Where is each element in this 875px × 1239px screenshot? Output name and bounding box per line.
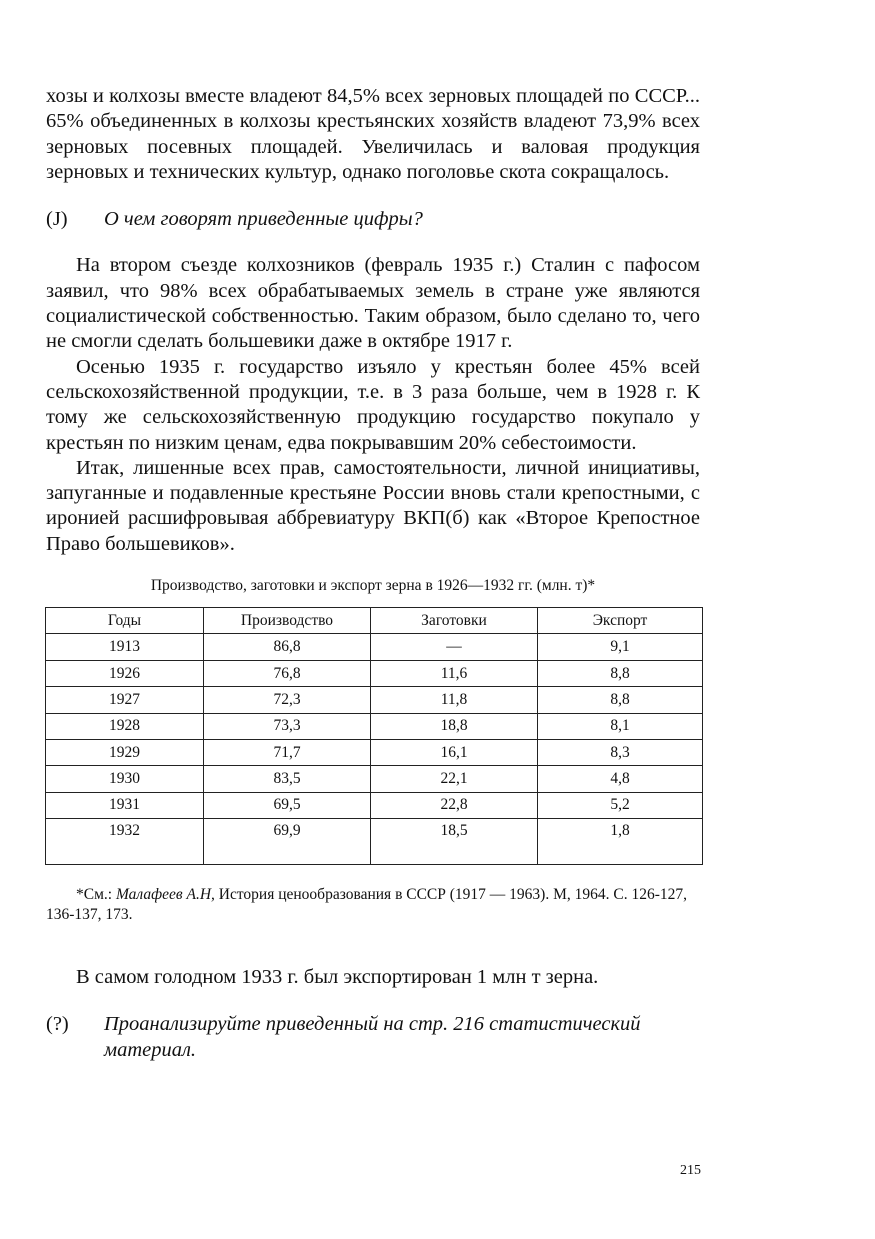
paragraph-2: На втором съезде колхозников (февраль 1935 г.) Сталин с пафосом заявил, что 98% всех обрабатываемых земель в стране уже являются социалистической собственностью. Таким образом, было сделано то, чего не смогли сделать большевики даже в октябре 1917 г. [46,254,700,353]
table-row [46,634,703,660]
table-row [46,766,703,792]
grain-table [45,607,703,865]
cell-year: 1932 [46,819,204,865]
paragraph-4: Итак, лишенные всех прав, самостоятельности, личной инициативы, запуганные и подавленные крестьяне России вновь стали крепостными, с иронией расшифровывая аббревиатуру ВКП(б) как «Второе Крепостное Право большевиков». [46,456,700,555]
footnote [46,885,700,925]
cell-year: 1926 [46,660,204,686]
header-years: Годы [46,608,204,634]
cell-year: 1931 [46,792,204,818]
page-content [46,84,700,1063]
cell-year: 1927 [46,687,204,713]
cell-procurement: 22,8 [371,792,538,818]
cell-production: 73,3 [204,713,371,739]
cell-production: 83,5 [204,766,371,792]
cell-export: 5,2 [538,792,703,818]
question-2 [46,1012,700,1063]
cell-production: 69,5 [204,792,371,818]
page-number: 215 [680,1163,701,1178]
header-export: Экспорт [538,608,703,634]
table-caption: Производство, заготовки и экспорт зерна в 1926—1932 гг. (млн. т)* [150,577,596,595]
cell-procurement: 16,1 [371,740,538,766]
cell-production: 69,9 [204,819,371,865]
paragraph-3: Осенью 1935 г. государство изъяло у крестьян более 45% всей сельскохозяйственной продукции, т.е. в 3 раза больше, чем в 1928 г. К тому же сельскохозяйственную продукцию государство покупало у крестьян по низким ценам, едва покрывавшим 20% себестоимости. [46,355,700,454]
table-row [46,687,703,713]
cell-year: 1929 [46,740,204,766]
cell-export: 8,3 [538,740,703,766]
question-1-text: О чем говорят приведенные цифры? [104,208,423,231]
cell-export: 8,8 [538,687,703,713]
table-row [46,660,703,686]
table-row [46,819,703,865]
cell-procurement: 11,6 [371,660,538,686]
table-row [46,740,703,766]
cell-year: 1930 [46,766,204,792]
cell-procurement: 22,1 [371,766,538,792]
cell-procurement: — [371,634,538,660]
table-row [46,713,703,739]
footnote-rest: История ценообразования в СССР (1917 — 1963). М, 1964. С. 126-127, 136-137, 173. [46,886,687,924]
table-row [46,792,703,818]
table-header-row [46,608,703,634]
question-1 [46,207,700,232]
cell-year: 1913 [46,634,204,660]
cell-production: 76,8 [204,660,371,686]
footnote-author: Малафеев А.Н, [115,886,215,904]
cell-production: 72,3 [204,687,371,713]
cell-export: 8,8 [538,660,703,686]
cell-procurement: 18,5 [371,819,538,865]
cell-export: 9,1 [538,634,703,660]
question-1-mark: (J) [46,208,68,231]
cell-procurement: 11,8 [371,687,538,713]
paragraph-5: В самом голодном 1933 г. был экспортирован 1 млн т зерна. [76,966,599,989]
cell-export: 8,1 [538,713,703,739]
question-2-text: Проанализируйте приведенный на стр. 216 статистический материал. [104,1013,641,1061]
header-procurement: Заготовки [371,608,538,634]
footnote-prefix: *См.: [76,886,116,904]
cell-production: 71,7 [204,740,371,766]
paragraph-1: хозы и колхозы вместе владеют 84,5% всех зерновых площадей по СССР... 65% объединенных в колхозы крестьянских хозяйств владеют 73,9% всех зерновых посевных площадей. Увеличилась и валовая продукция зерновых и технических культур, однако поголовье скота сокращалось. [46,85,700,183]
cell-production: 86,8 [204,634,371,660]
header-production: Производство [204,608,371,634]
cell-year: 1928 [46,713,204,739]
question-2-mark: (?) [46,1013,69,1036]
cell-export: 1,8 [538,819,703,865]
cell-export: 4,8 [538,766,703,792]
cell-procurement: 18,8 [371,713,538,739]
